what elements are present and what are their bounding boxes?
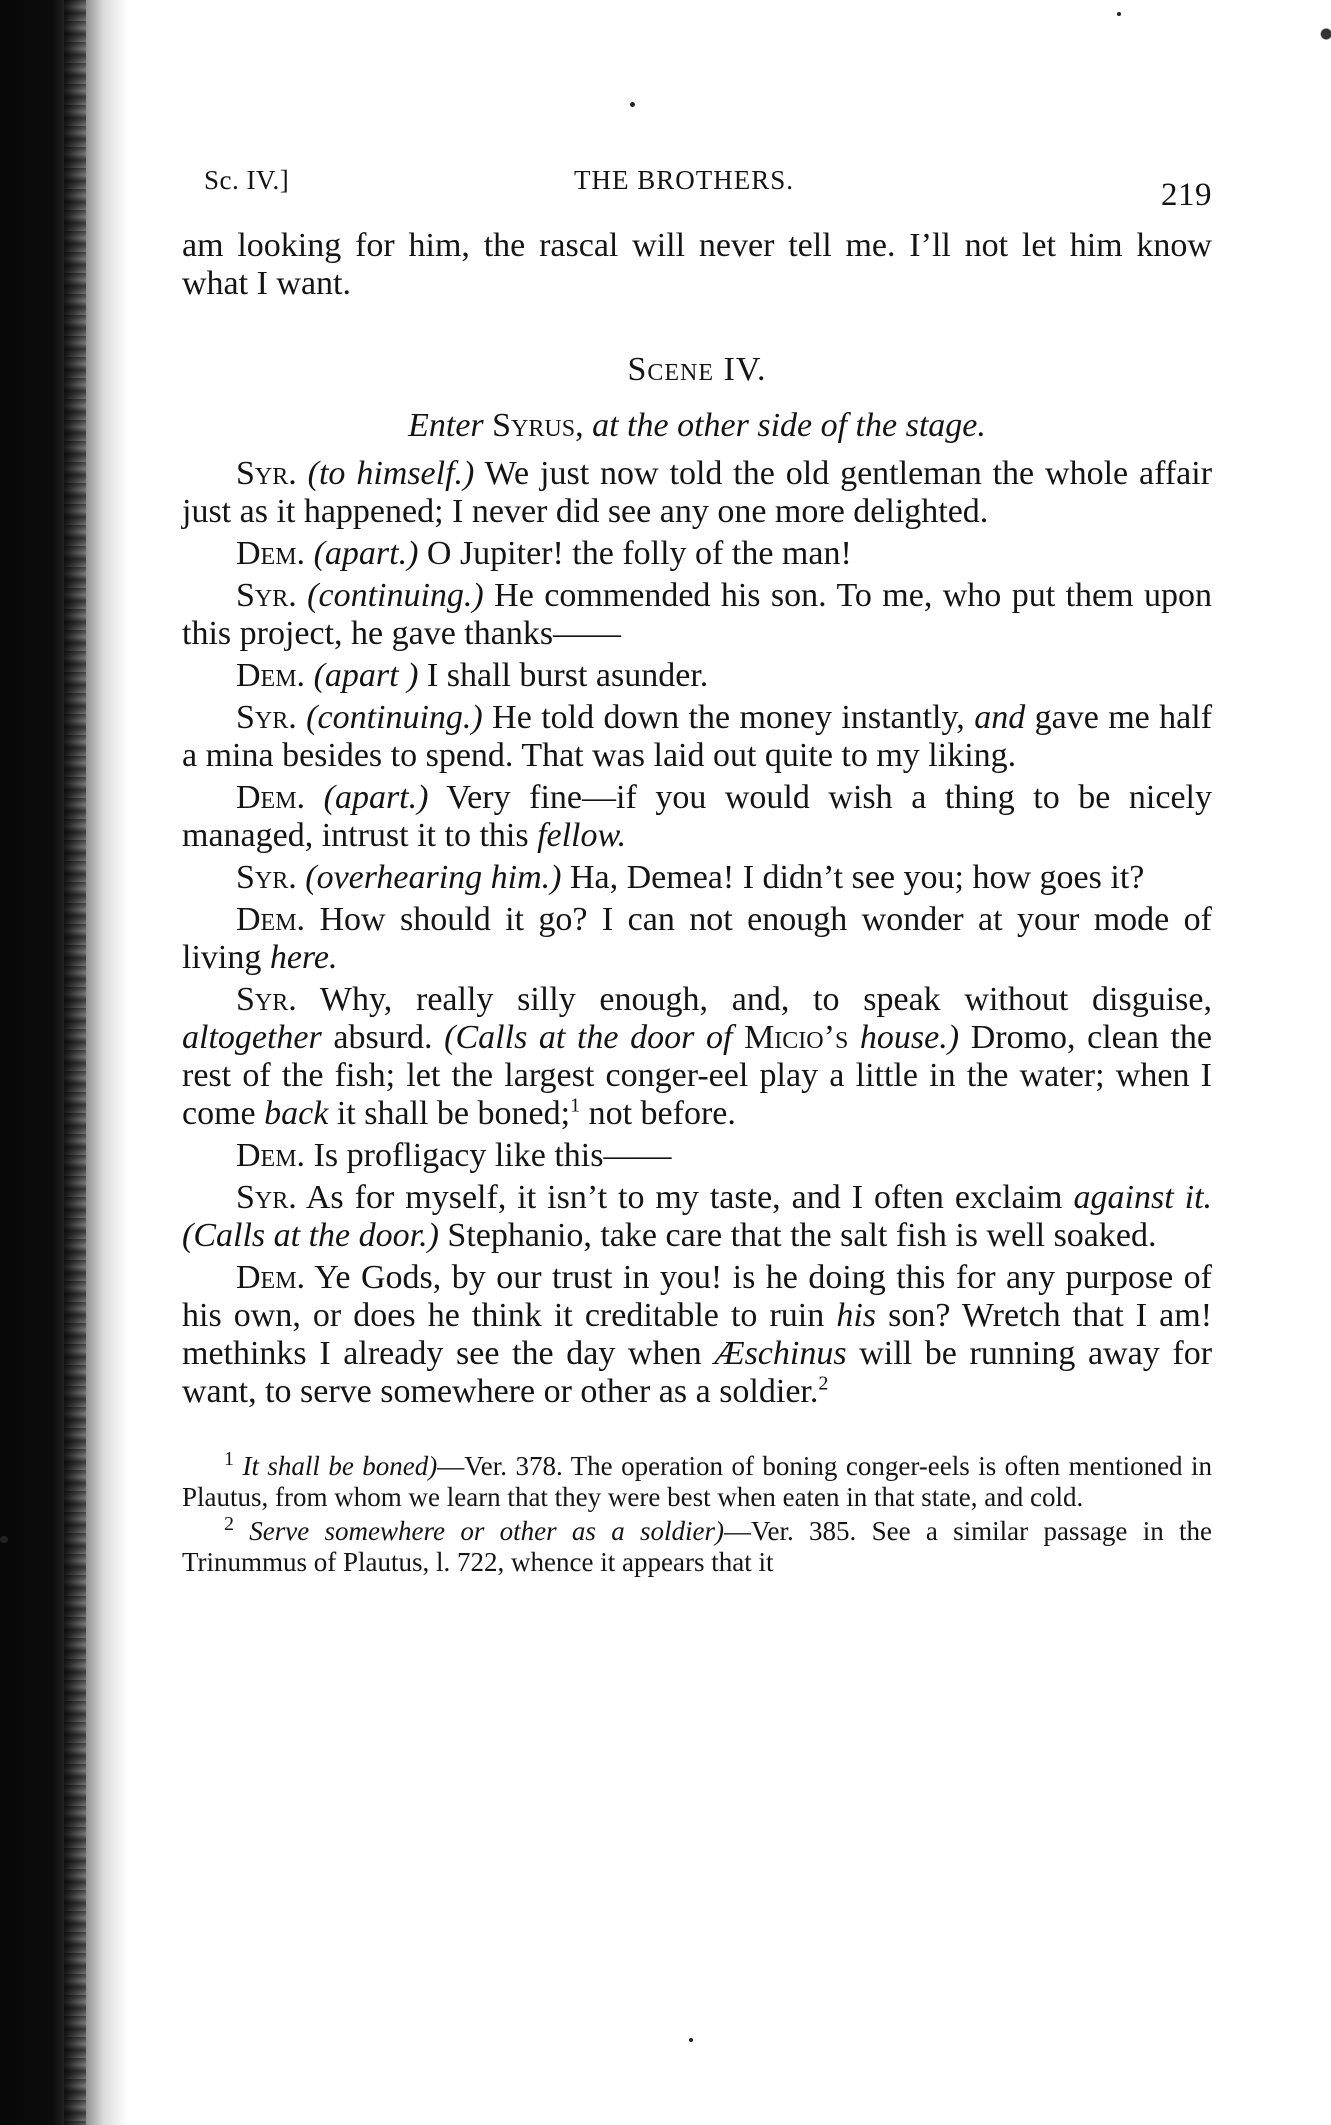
stage-note: (continuing.) — [306, 699, 483, 736]
scene-title: Scene IV. — [627, 351, 767, 388]
dialogue-line — [182, 779, 1212, 855]
intro-paragraph: am looking for him, the rascal will never tell me. I’ll not let him know what I want. — [182, 227, 1212, 302]
speaker-name: Dem. — [236, 1259, 306, 1296]
page-edge-texture — [64, 0, 86, 2125]
footnote-text: —Ver. 378. The operation of boning conger-eels is often mentioned in Plautus, from whom we learn that they were best when eaten in that state, and cold. — [182, 1451, 1213, 1512]
line-text: How should it go? I can not enough wonder at your mode of living — [182, 901, 1212, 976]
line-text: We just now told the old gentleman the whole affair just as it happened; I never did see any one more delighted. — [182, 455, 1213, 530]
italic-text: back — [264, 1095, 329, 1132]
speaker-name: Dem. — [236, 901, 306, 938]
line-text: gave me half a mina besides to spend. That was laid out quite to my liking. — [182, 699, 1213, 774]
speaker-name: Syr. — [236, 577, 297, 614]
book-page — [182, 165, 1212, 1581]
line-text: Ye Gods, by our trust in you! is he doing this for any purpose of his own, or does he think it creditable to ruin — [182, 1259, 1212, 1334]
line-text: Is profligacy like this—— — [313, 1137, 672, 1174]
footnote-text: —Ver. 385. See a similar passage in the Trinummus of Plautus, l. 722, whence it appears that it — [182, 1516, 1212, 1577]
line-text: Stephanio, take care that the salt fish is well soaked. — [447, 1217, 1157, 1254]
dialogue-line — [182, 577, 1212, 653]
dialogue-line — [182, 901, 1212, 977]
speaker-name: Dem. — [236, 657, 306, 694]
dialogue-line — [182, 535, 1212, 573]
page-number: 219 — [1161, 177, 1212, 213]
character-name: Micio’s — [744, 1019, 849, 1056]
footnote-ref[interactable]: 2 — [818, 1372, 829, 1395]
line-text: Ha, Demea! I didn’t see you; how goes it? — [569, 859, 1145, 896]
line-text: son? Wretch that I am! methinks I already see the day when — [182, 1297, 1213, 1372]
italic-text: fellow. — [537, 817, 627, 854]
stage-rest: at the other side of the stage. — [592, 407, 986, 444]
header-scene: Sc. IV.] — [204, 165, 290, 195]
stage-note: (Calls at the door of — [444, 1019, 733, 1056]
stage-note: (to himself.) — [307, 455, 475, 492]
stage-note: (apart ) — [313, 657, 419, 694]
line-text: I shall burst asunder. — [426, 657, 709, 694]
line-text: He commended his son. To me, who put them upon this project, he gave thanks—— — [182, 577, 1212, 652]
speaker-name: Syr. — [236, 699, 297, 736]
footnote-ref-text: Serve somewhere or other as a soldier) — [249, 1516, 725, 1546]
line-text: Dromo, clean the rest of the fish; let the largest conger-eel play a little in the water; when I come — [182, 1019, 1213, 1132]
footnotes — [182, 1448, 1213, 1578]
stage-note: house.) — [859, 1019, 960, 1056]
italic-text: here. — [269, 939, 338, 976]
stage-direction — [182, 407, 1212, 445]
line-text: will be running away for want, to serve somewhere or other as a soldier. — [182, 1335, 1213, 1410]
line-text: O Jupiter! the folly of the man! — [426, 535, 852, 572]
italic-text: altogether — [182, 1019, 322, 1056]
stage-character: Syrus, — [492, 407, 584, 444]
dialogue-line — [182, 455, 1212, 531]
dialogue-line — [182, 699, 1212, 775]
stage-note: (Calls at the door.) — [182, 1217, 439, 1254]
line-text: He told down the money instantly, — [492, 699, 965, 736]
stage-enter: Enter — [408, 407, 484, 444]
dialogue-line — [182, 981, 1212, 1133]
italic-text: his — [836, 1297, 877, 1334]
speaker-name: Syr. — [236, 859, 297, 896]
stage-note: (apart.) — [323, 779, 429, 816]
footnote-ref-text: It shall be boned) — [242, 1451, 438, 1481]
running-header — [182, 165, 1212, 227]
footnote-mark: 1 — [224, 1448, 234, 1470]
line-text: As for myself, it isn’t to my taste, and I often exclaim — [305, 1179, 1063, 1216]
italic-text: Æschinus — [714, 1335, 847, 1372]
speaker-name: Syr. — [236, 455, 297, 492]
speck — [689, 2038, 693, 2042]
header-title: THE BROTHERS. — [574, 165, 795, 195]
stage-note: (apart.) — [313, 535, 419, 572]
speaker-name: Dem. — [236, 1137, 306, 1174]
dialogue-line — [182, 859, 1212, 897]
line-text: not before. — [588, 1095, 736, 1132]
italic-text: against it. — [1073, 1179, 1213, 1216]
speck — [0, 1536, 8, 1543]
dialogue-line — [182, 1259, 1212, 1411]
speaker-name: Syr. — [236, 981, 297, 1018]
footnote-mark: 2 — [224, 1513, 234, 1535]
line-text: Very fine—if you would wish a thing to be nicely managed, intrust it to this — [182, 779, 1213, 854]
line-text: absurd. — [333, 1019, 433, 1056]
speaker-name: Syr. — [236, 1179, 297, 1216]
footnote — [182, 1513, 1212, 1578]
dialogue-line — [182, 1137, 1212, 1175]
stage-note: (overhearing him.) — [305, 859, 562, 896]
italic-text: and — [974, 699, 1026, 736]
line-text: Why, really silly enough, and, to speak without disguise, — [319, 981, 1212, 1018]
speck — [630, 102, 635, 107]
body-text — [182, 227, 1212, 1411]
dialogue-line — [182, 657, 1212, 695]
dialogue-line — [182, 1179, 1212, 1255]
footnote-ref[interactable]: 1 — [570, 1094, 581, 1117]
speck — [1117, 12, 1121, 16]
footnote — [182, 1448, 1213, 1513]
line-text: it shall be boned; — [336, 1095, 571, 1132]
speaker-name: Dem. — [236, 535, 306, 572]
corner-mark — [1315, 10, 1331, 58]
stage-note: (continuing.) — [307, 577, 484, 614]
speaker-name: Dem. — [236, 779, 306, 816]
